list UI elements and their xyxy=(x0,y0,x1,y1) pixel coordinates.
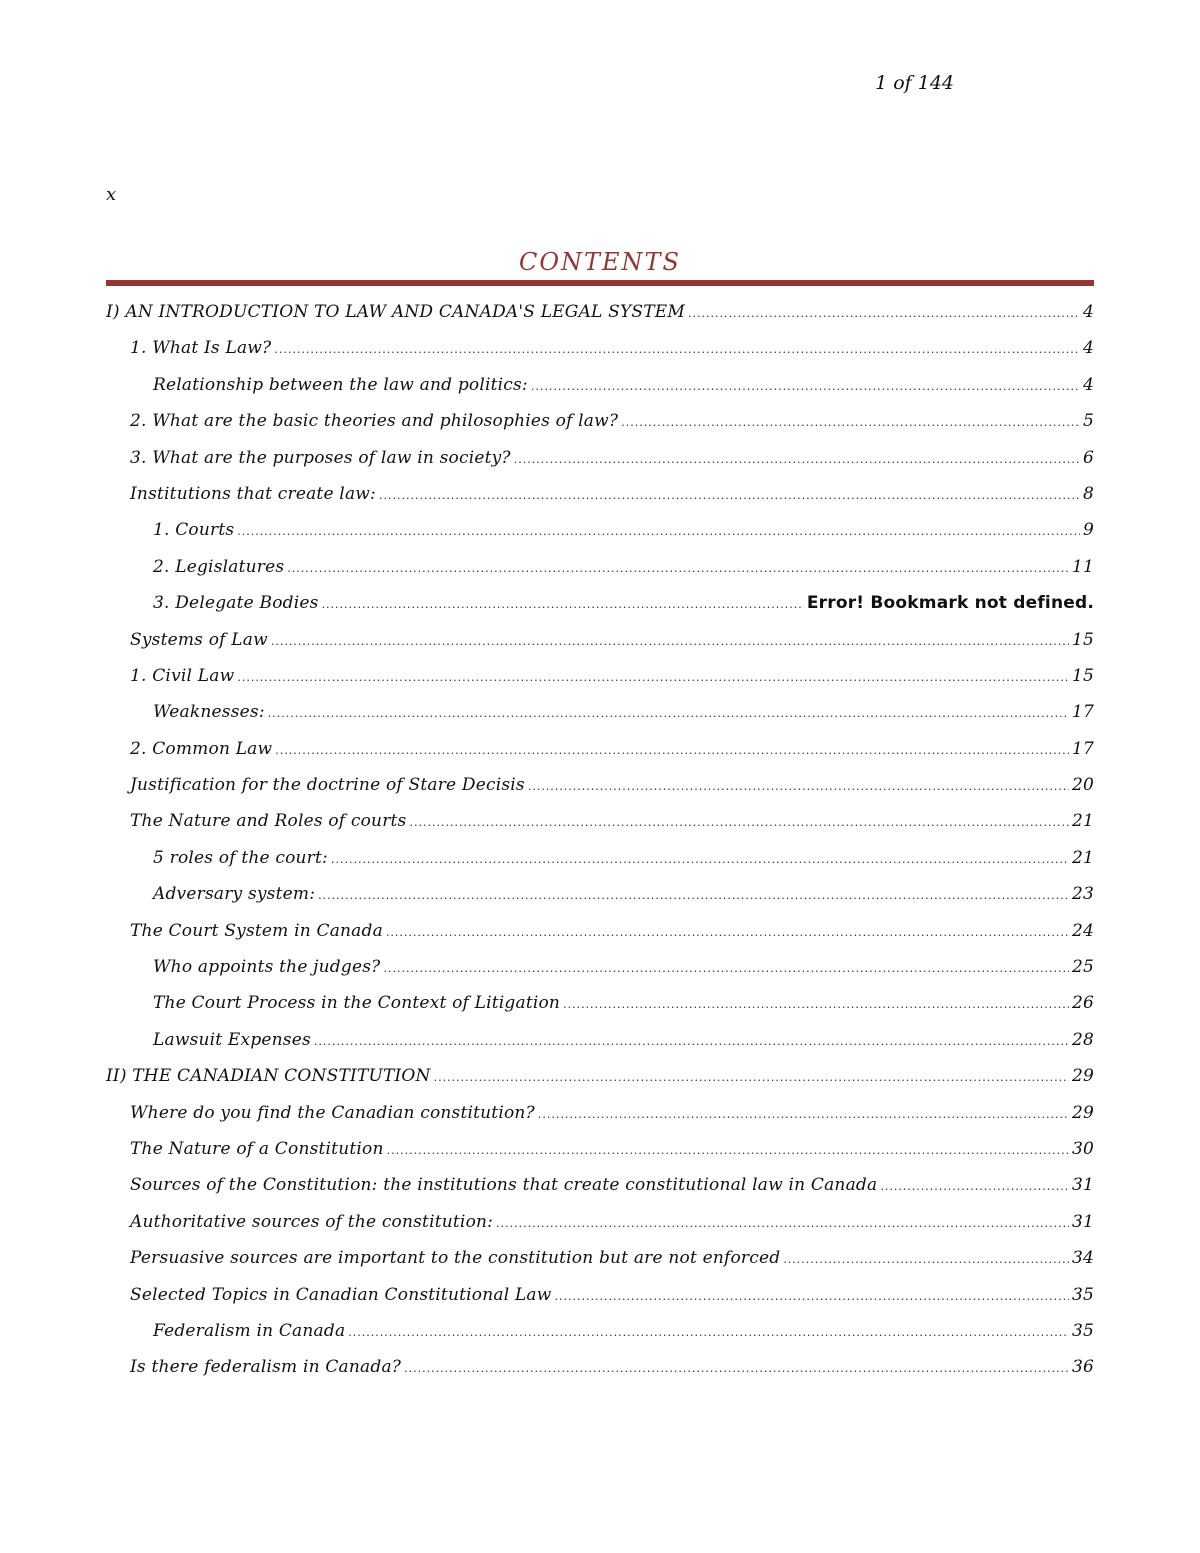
toc-dot-leader xyxy=(237,671,1069,684)
toc-entry[interactable] xyxy=(106,1248,1094,1284)
toc-entry[interactable] xyxy=(106,848,1094,884)
toc-dot-leader xyxy=(314,1035,1069,1048)
toc-entry[interactable] xyxy=(106,775,1094,811)
toc-entry[interactable] xyxy=(106,630,1094,666)
toc-dot-leader xyxy=(528,780,1069,793)
toc-dot-leader xyxy=(379,489,1080,502)
toc-entry-page-number[interactable]: 29 xyxy=(1071,1102,1094,1123)
toc-entry[interactable] xyxy=(106,557,1094,593)
toc-entry-label[interactable]: 1. Civil Law xyxy=(130,665,235,686)
toc-entry-label[interactable]: 2. Legislatures xyxy=(153,556,285,577)
toc-entry-page-number[interactable]: 4 xyxy=(1082,374,1094,395)
toc-entry-label[interactable]: Where do you find the Canadian constitution? xyxy=(130,1102,535,1123)
toc-entry[interactable] xyxy=(106,1321,1094,1357)
toc-entry-label[interactable]: Persuasive sources are important to the constitution but are not enforced xyxy=(130,1248,781,1269)
toc-title-rule xyxy=(106,280,1094,286)
toc-entry[interactable] xyxy=(106,338,1094,374)
toc-entry[interactable] xyxy=(106,1285,1094,1321)
toc-entry-page-number[interactable]: 36 xyxy=(1071,1357,1094,1378)
toc-entry[interactable] xyxy=(106,1030,1094,1066)
toc-entry-page-number[interactable]: 28 xyxy=(1071,1029,1094,1050)
toc-entry-page-number[interactable]: 24 xyxy=(1071,920,1094,941)
toc-entry-page-number[interactable]: 17 xyxy=(1071,702,1094,723)
toc-entry-page-number[interactable]: 9 xyxy=(1082,520,1094,541)
toc-entry-page-number[interactable]: 15 xyxy=(1071,665,1094,686)
toc-entry-page-number[interactable]: 4 xyxy=(1082,338,1094,359)
toc-dot-leader xyxy=(322,598,804,611)
toc-entry[interactable] xyxy=(106,1103,1094,1139)
toc-entry-label[interactable]: The Court System in Canada xyxy=(130,920,383,941)
toc-dot-leader xyxy=(783,1253,1069,1266)
toc-entry-page-number[interactable]: 29 xyxy=(1071,1066,1094,1087)
toc-entry[interactable] xyxy=(106,921,1094,957)
toc-dot-leader xyxy=(409,816,1068,829)
toc-entry-label[interactable]: Is there federalism in Canada? xyxy=(130,1357,402,1378)
toc-entry-page-number[interactable]: 31 xyxy=(1071,1175,1094,1196)
toc-dot-leader xyxy=(318,889,1069,902)
toc-dot-leader xyxy=(496,1217,1069,1230)
toc-entry-label[interactable]: II) THE CANADIAN CONSTITUTION xyxy=(106,1066,431,1087)
toc-entry[interactable] xyxy=(106,520,1094,556)
toc-dot-leader xyxy=(563,998,1069,1011)
toc-dot-leader xyxy=(434,1071,1069,1084)
toc-entry[interactable] xyxy=(106,993,1094,1029)
toc-entry-label[interactable]: 1. Courts xyxy=(153,520,235,541)
toc-entry-page-number[interactable]: 15 xyxy=(1071,629,1094,650)
toc-dot-leader xyxy=(287,562,1069,575)
toc-entry[interactable] xyxy=(106,302,1094,338)
toc-entry-page-number[interactable]: 23 xyxy=(1071,884,1094,905)
toc-entry-label[interactable]: 5 roles of the court: xyxy=(153,847,328,868)
toc-entry-page-number[interactable]: 11 xyxy=(1071,556,1094,577)
toc-entry-label[interactable]: Authoritative sources of the constitution: xyxy=(130,1211,494,1232)
toc-entry-label[interactable]: Federalism in Canada xyxy=(153,1320,346,1341)
page-indicator: 1 of 144 xyxy=(875,72,954,94)
toc-entry-page-number[interactable]: 21 xyxy=(1071,847,1094,868)
toc-dot-leader xyxy=(404,1362,1069,1375)
toc-entry-page-number[interactable]: 35 xyxy=(1071,1320,1094,1341)
toc-entry-label[interactable]: Justification for the doctrine of Stare Decisis xyxy=(130,775,525,796)
toc-dot-leader xyxy=(271,635,1069,648)
toc-entry[interactable] xyxy=(106,1139,1094,1175)
toc-entry[interactable] xyxy=(106,702,1094,738)
toc-entry[interactable] xyxy=(106,811,1094,847)
toc-entry-page-number[interactable]: 31 xyxy=(1071,1211,1094,1232)
toc-dot-leader xyxy=(514,453,1080,466)
toc-entry-page-number[interactable]: 34 xyxy=(1071,1248,1094,1269)
toc-entry-label[interactable]: Selected Topics in Canadian Constitutional Law xyxy=(130,1284,552,1305)
toc-entry-page-number[interactable]: 4 xyxy=(1082,302,1094,322)
toc-entry[interactable] xyxy=(106,1066,1094,1102)
toc-entry-label[interactable]: Adversary system: xyxy=(153,884,316,905)
toc-dot-leader xyxy=(268,707,1069,720)
toc-entry-label[interactable]: Weaknesses: xyxy=(153,702,265,723)
toc-entry-page-number[interactable]: 17 xyxy=(1071,738,1094,759)
toc-entry[interactable] xyxy=(106,666,1094,702)
toc-entry[interactable] xyxy=(106,411,1094,447)
toc-dot-leader xyxy=(348,1326,1069,1339)
toc-title: CONTENTS xyxy=(518,248,681,276)
toc-entry-label[interactable]: Lawsuit Expenses xyxy=(153,1029,311,1050)
toc-dot-leader xyxy=(383,962,1068,975)
toc-dot-leader xyxy=(386,926,1069,939)
toc-entry-label[interactable]: I) AN INTRODUCTION TO LAW AND CANADA'S LEGAL SYSTEM xyxy=(106,302,686,322)
toc-entry-page-number[interactable]: 30 xyxy=(1071,1138,1094,1159)
toc-entry-label[interactable]: Who appoints the judges? xyxy=(153,957,381,978)
toc-entry-label[interactable]: The Nature of a Constitution xyxy=(130,1138,384,1159)
toc-entry-label[interactable]: Relationship between the law and politics: xyxy=(153,374,528,395)
toc-dot-leader xyxy=(531,380,1080,393)
toc-entry-label[interactable]: 2. What are the basic theories and philosophies of law? xyxy=(130,411,619,432)
toc-entry-label[interactable]: 2. Common Law xyxy=(130,738,273,759)
toc-entry[interactable] xyxy=(106,1357,1094,1393)
toc-dot-leader xyxy=(387,1144,1069,1157)
stray-mark: x xyxy=(106,184,117,205)
toc-entry-page-number[interactable]: 5 xyxy=(1082,411,1094,432)
toc-entry-page-number[interactable]: 25 xyxy=(1071,957,1094,978)
toc-entry[interactable] xyxy=(106,1212,1094,1248)
toc-entry-page-number[interactable]: 26 xyxy=(1071,993,1094,1014)
toc-entry-label[interactable]: Systems of Law xyxy=(130,629,268,650)
toc-dot-leader xyxy=(274,343,1080,356)
toc-entry-label[interactable]: 3. Delegate Bodies xyxy=(153,593,319,614)
toc-dot-leader xyxy=(880,1180,1069,1193)
toc-entry-page-number[interactable]: 8 xyxy=(1082,483,1094,504)
toc-entry[interactable] xyxy=(106,375,1094,411)
toc-entry-label[interactable]: The Nature and Roles of courts xyxy=(130,811,407,832)
toc-entry-label[interactable]: Institutions that create law: xyxy=(130,483,376,504)
toc-entry[interactable] xyxy=(106,957,1094,993)
toc-entry[interactable] xyxy=(106,884,1094,920)
toc-entry-page-number[interactable]: 20 xyxy=(1071,775,1094,796)
toc-dot-leader xyxy=(237,525,1080,538)
toc-entry-error-message[interactable]: Error! Bookmark not defined. xyxy=(806,593,1094,614)
toc-entry[interactable] xyxy=(106,1175,1094,1211)
toc-entry-label[interactable]: 1. What Is Law? xyxy=(130,338,272,359)
toc-dot-leader xyxy=(555,1290,1069,1303)
toc-entry[interactable] xyxy=(106,448,1094,484)
toc-dot-leader xyxy=(688,307,1080,320)
toc-dot-leader xyxy=(538,1108,1069,1121)
toc-entry[interactable] xyxy=(106,739,1094,775)
toc-list xyxy=(106,302,1094,1394)
toc-entry-label[interactable]: 3. What are the purposes of law in society? xyxy=(130,447,511,468)
toc-entry-label[interactable]: Sources of the Constitution: the institutions that create constitutional law in Canada xyxy=(130,1175,878,1196)
toc-dot-leader xyxy=(275,744,1069,757)
toc-entry-label[interactable]: The Court Process in the Context of Litigation xyxy=(153,993,561,1014)
toc-dot-leader xyxy=(621,416,1080,429)
toc-entry-page-number[interactable]: 6 xyxy=(1082,447,1094,468)
toc-dot-leader xyxy=(331,853,1069,866)
toc-entry[interactable] xyxy=(106,484,1094,520)
toc-entry-page-number[interactable]: 35 xyxy=(1071,1284,1094,1305)
toc-entry-page-number[interactable]: 21 xyxy=(1071,811,1094,832)
toc-entry[interactable] xyxy=(106,593,1094,629)
